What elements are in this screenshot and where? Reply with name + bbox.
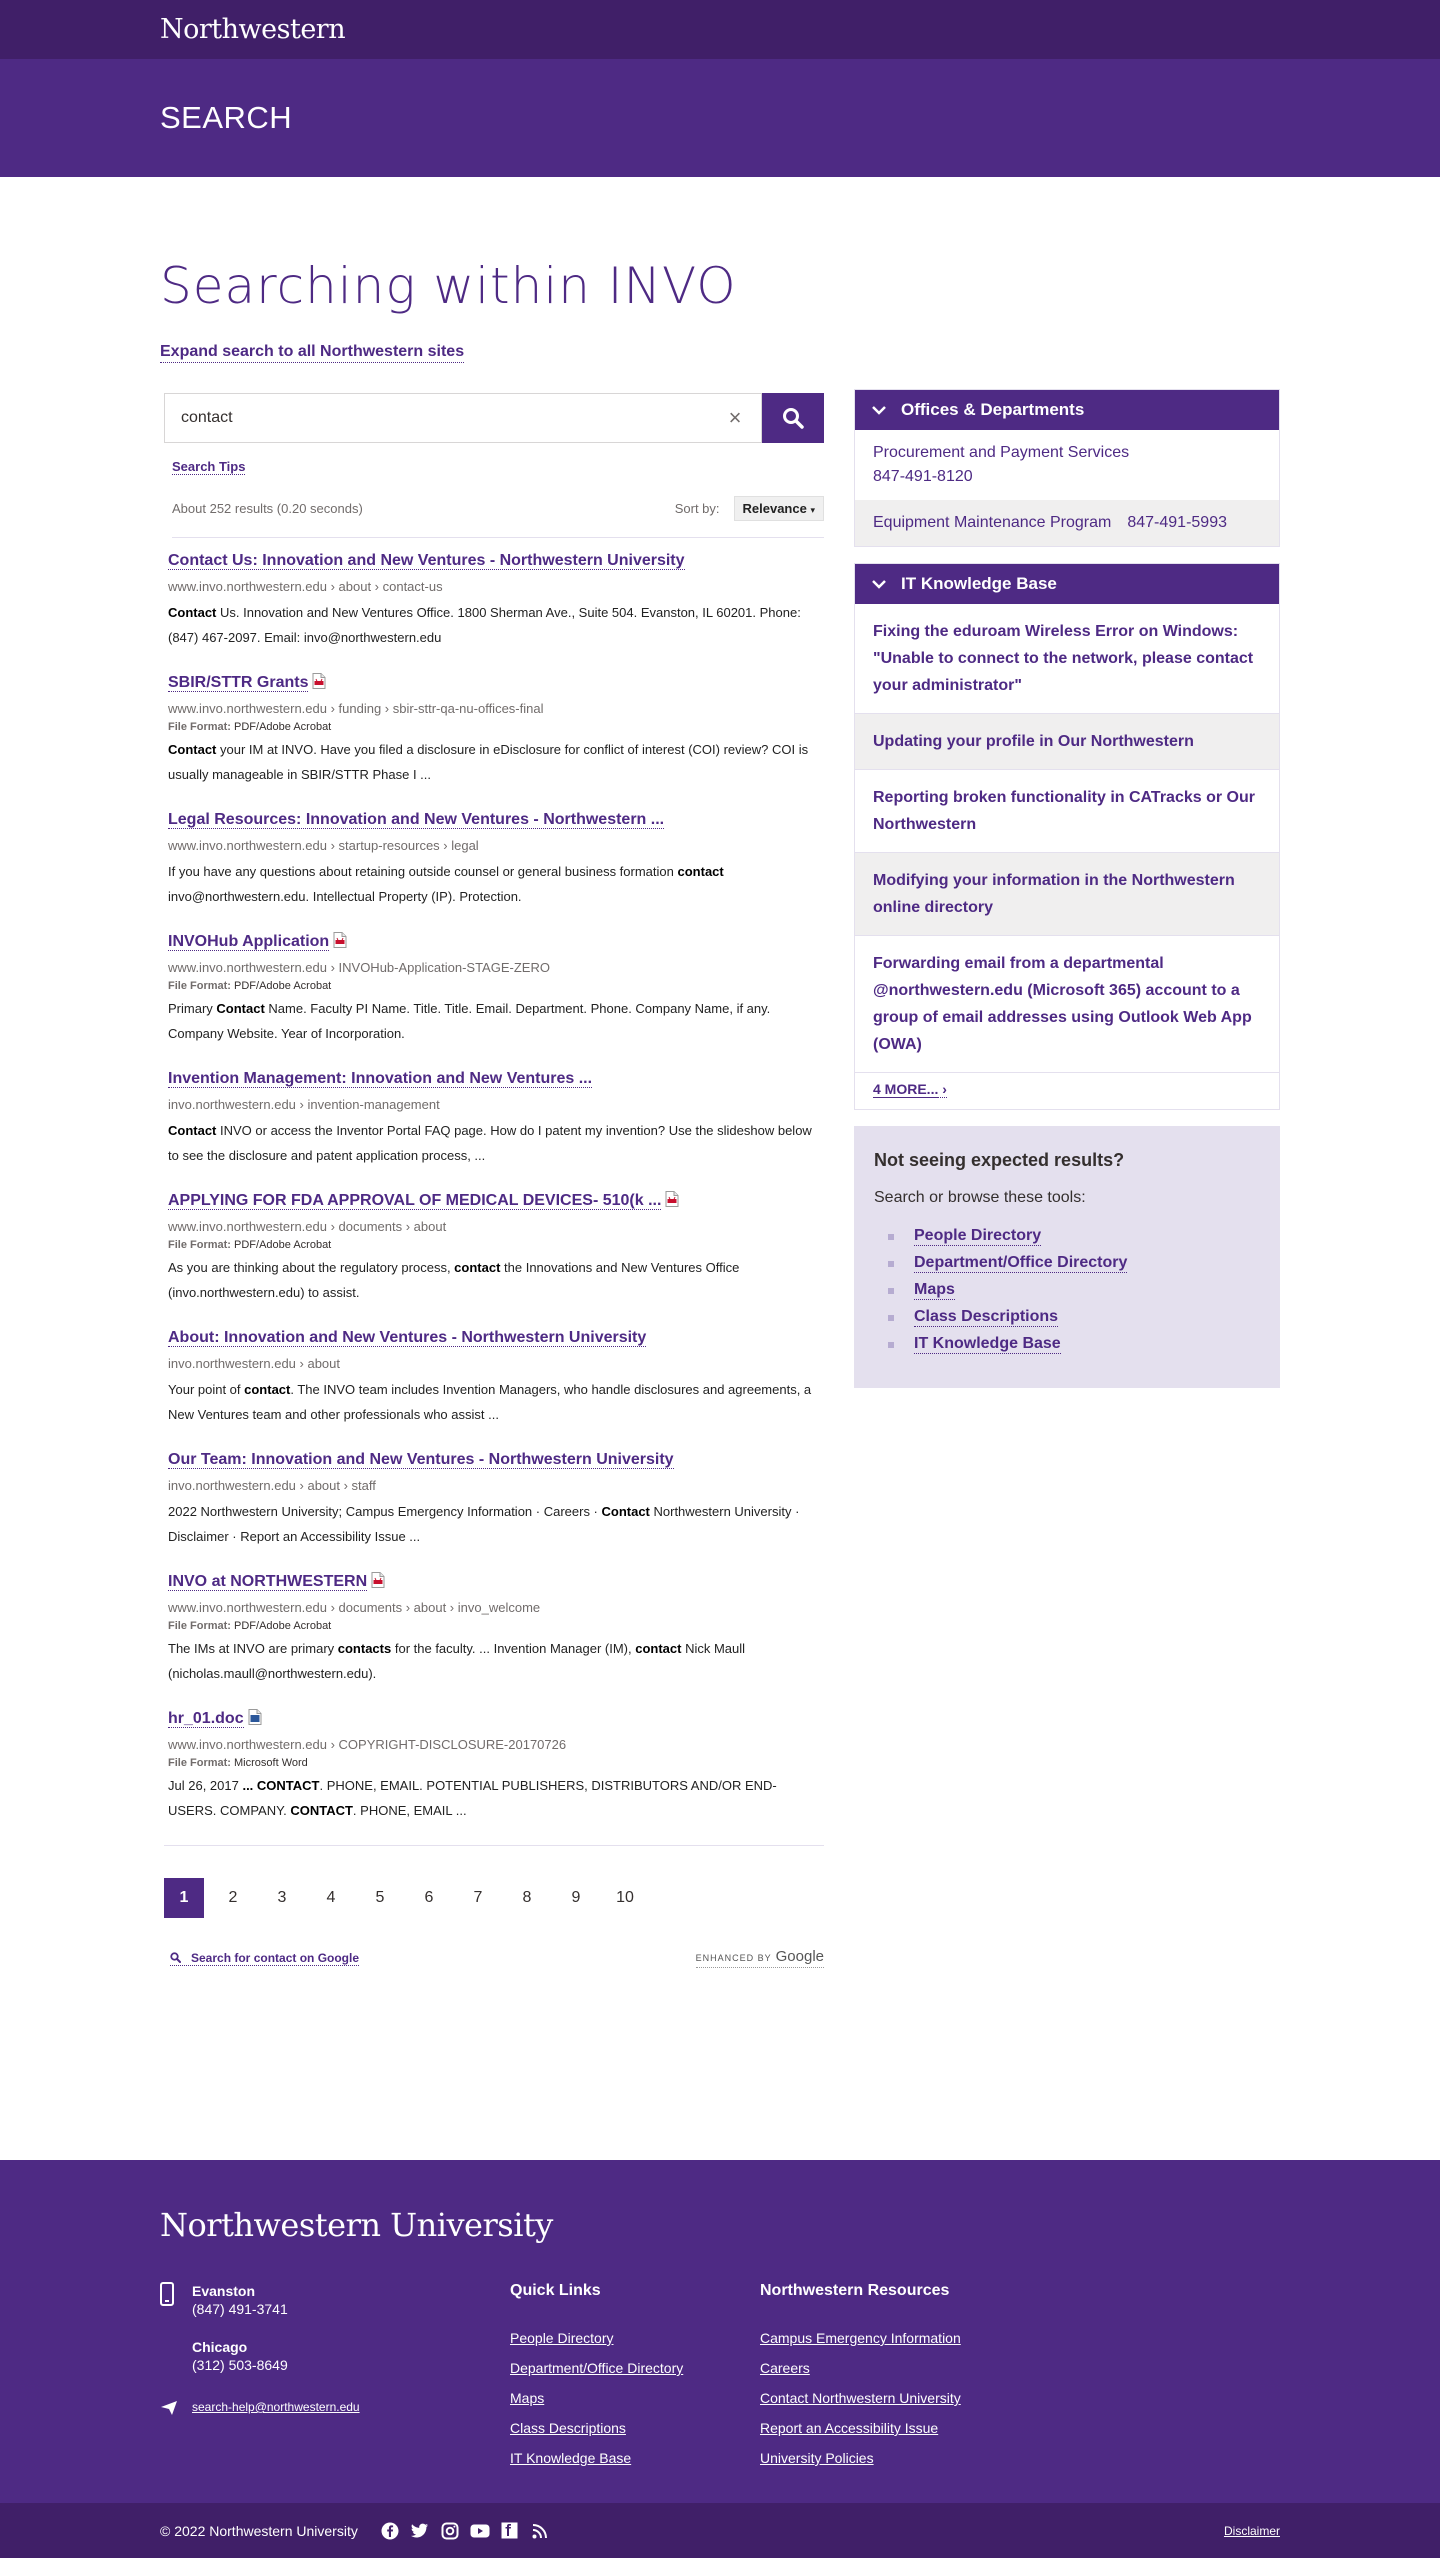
- social-links: [380, 2521, 550, 2541]
- top-bar: [0, 0, 1440, 59]
- page-5[interactable]: 5: [375, 1889, 385, 1906]
- google-search-label: Search for contact on Google: [191, 1950, 360, 1965]
- tool-item: [888, 1281, 1260, 1300]
- result-title-link[interactable]: Invention Management: Innovation and New Ventures ...: [168, 1070, 593, 1087]
- result-snippet: [168, 859, 820, 909]
- youtube-icon[interactable]: [470, 2521, 490, 2541]
- snippet-text: . The INVO team includes Invention Managers, who handle disclosures and agreements, a New Ventures team and other professionals who assist ...: [168, 1382, 812, 1422]
- resource-link[interactable]: University Policies: [760, 2450, 874, 2466]
- snippet-text: . PHONE, EMAIL ...: [352, 1803, 467, 1818]
- divider: [164, 1845, 824, 1846]
- kb-item[interactable]: Fixing the eduroam Wireless Error on Windows: "Unable to connect to the network, please contact your administrator": [873, 623, 1254, 694]
- quick-link[interactable]: Maps: [510, 2390, 545, 2406]
- snippet-text: for the faculty. ... Invention Manager (IM),: [391, 1641, 636, 1656]
- tool-link[interactable]: Class Descriptions: [914, 1308, 1059, 1325]
- snippet-text: INVO or access the Inventor Portal FAQ page. How do I patent my invention? Use the slideshow below to see the disclosure and patent application process, ...: [168, 1123, 812, 1163]
- result-title-row: [168, 1068, 820, 1090]
- tool-link[interactable]: People Directory: [914, 1227, 1042, 1244]
- pagination: [164, 1878, 824, 1918]
- tool-link[interactable]: IT Knowledge Base: [914, 1335, 1061, 1352]
- result-format: [168, 1620, 820, 1632]
- snippet-highlight: Contact: [601, 1504, 650, 1519]
- tool-item: [888, 1308, 1260, 1327]
- email-contact: [160, 2400, 510, 2421]
- enhanced-by-google[interactable]: [696, 1948, 824, 1968]
- pdf-icon: [333, 932, 347, 948]
- snippet-text: The IMs at INVO are primary: [168, 1641, 338, 1656]
- search-input[interactable]: [164, 393, 762, 443]
- snippet-text: Name. Faculty PI Name. Title. Title. Email. Department. Phone. Company Name, if any. Company Website. Year of Incorporation.: [168, 1001, 771, 1041]
- snippet-text: Your point of: [168, 1382, 245, 1397]
- tools-panel: [854, 1126, 1280, 1388]
- quick-link[interactable]: People Directory: [510, 2330, 614, 2346]
- snippet-highlight: contact: [244, 1382, 291, 1397]
- office-item[interactable]: [855, 500, 1279, 546]
- pdf-icon: [312, 673, 326, 689]
- sub-footer: [0, 2503, 1440, 2558]
- snippet-highlight: Contact: [216, 1001, 265, 1016]
- result-url: www.invo.northwestern.edu › about › contact-us: [168, 579, 443, 594]
- result-url: invo.northwestern.edu › about › staff: [168, 1478, 376, 1493]
- search-result: [164, 1449, 824, 1549]
- file-format-value: Microsoft Word: [234, 1757, 308, 1769]
- result-url: invo.northwestern.edu › about: [168, 1356, 340, 1371]
- snippet-text: If you have any questions about retaining outside counsel or general business formation: [168, 864, 678, 879]
- office-name[interactable]: Procurement and Payment Services: [873, 444, 1130, 461]
- snippet-text: the Innovations and New Ventures Office (invo.northwestern.edu) to assist.: [168, 1260, 740, 1300]
- kb-panel: [854, 563, 1280, 1110]
- search-result: [164, 809, 824, 909]
- result-title-link[interactable]: SBIR/STTR Grants: [168, 674, 309, 691]
- snippet-text: Jul 26, 2017: [168, 1778, 243, 1793]
- snippet-text: your IM at INVO. Have you filed a disclosure in eDisclosure for conflict of interest (COI) review? COI is usually manageable in SBIR/STTR Phase I ...: [168, 742, 809, 782]
- page-8[interactable]: 8: [522, 1889, 532, 1906]
- result-title-row: [168, 1327, 820, 1349]
- flickr-icon[interactable]: [500, 2521, 520, 2541]
- search-result: [164, 1708, 824, 1823]
- copyright: © 2022 Northwestern University: [160, 2522, 358, 2539]
- page-10[interactable]: 10: [616, 1889, 634, 1906]
- offices-panel-header[interactable]: [855, 390, 1279, 430]
- search-result: [164, 1068, 824, 1168]
- instagram-icon[interactable]: [440, 2521, 460, 2541]
- office-phone[interactable]: 847-491-5993: [1127, 514, 1227, 531]
- file-format-value: PDF/Adobe Acrobat: [234, 721, 332, 733]
- result-title-row: [168, 672, 820, 694]
- result-title-link[interactable]: APPLYING FOR FDA APPROVAL OF MEDICAL DEVICES- 510(k ...: [168, 1192, 662, 1209]
- chicago-phone: (312) 503-8649: [192, 2357, 288, 2373]
- kb-item[interactable]: Updating your profile in Our Northwestern: [855, 713, 1279, 769]
- result-title-link[interactable]: INVOHub Application: [168, 933, 330, 950]
- result-snippet: [168, 1499, 820, 1549]
- result-title-row: [168, 550, 820, 572]
- chevron-down-icon: [871, 405, 887, 415]
- file-format-value: PDF/Adobe Acrobat: [234, 1620, 332, 1632]
- result-snippet: [168, 1636, 820, 1686]
- search-button[interactable]: [762, 393, 824, 443]
- banner-title: SEARCH: [160, 100, 293, 135]
- search-form: [164, 393, 824, 443]
- resource-link[interactable]: Report an Accessibility Issue: [760, 2420, 939, 2436]
- snippet-text: Northwestern University · Disclaimer · Report an Accessibility Issue ...: [168, 1504, 800, 1544]
- send-icon: [160, 2400, 192, 2421]
- phone-icon: [160, 2282, 192, 2318]
- result-title-row: [168, 1708, 820, 1730]
- file-format-value: PDF/Adobe Acrobat: [234, 980, 332, 992]
- snippet-highlight: CONTACT: [290, 1803, 353, 1818]
- quick-link[interactable]: Class Descriptions: [510, 2420, 626, 2436]
- doc-icon: [248, 1709, 262, 1725]
- clear-icon[interactable]: ×: [728, 405, 742, 430]
- kb-panel-header[interactable]: [855, 564, 1279, 604]
- snippet-highlight: Contact: [168, 1123, 217, 1138]
- enhanced-by-label: ENHANCED BY: [695, 1953, 772, 1963]
- sort-select[interactable]: [734, 496, 824, 521]
- footer: [0, 2160, 1440, 2503]
- tool-item: [888, 1227, 1260, 1246]
- search-result: [164, 1571, 824, 1686]
- chevron-right-icon: ›: [942, 1081, 947, 1097]
- evanston-label: Evanston: [192, 2283, 256, 2299]
- snippet-highlight: contact: [454, 1260, 501, 1275]
- northwestern-logo[interactable]: Northwestern: [160, 14, 346, 45]
- page-title: Searching within INVO: [160, 257, 737, 315]
- snippet-highlight: Contact: [168, 742, 217, 757]
- quick-links-list: [510, 2330, 760, 2466]
- file-format-label: File Format:: [168, 1620, 231, 1632]
- result-format: [168, 1757, 820, 1769]
- pdf-icon: [371, 1572, 385, 1588]
- snippet-highlight: contact: [677, 864, 724, 879]
- expand-search-link[interactable]: Expand search to all Northwestern sites: [160, 343, 464, 363]
- results-footer: [164, 1948, 824, 1968]
- result-title-link[interactable]: hr_01.doc: [168, 1710, 244, 1727]
- sort-control: [675, 496, 824, 521]
- result-snippet: [168, 600, 820, 650]
- sort-value: Relevance: [742, 501, 807, 516]
- result-format: [168, 1239, 820, 1251]
- result-url: www.invo.northwestern.edu › funding › sbir-sttr-qa-nu-offices-final: [168, 701, 544, 716]
- bullet-icon: [888, 1342, 894, 1348]
- search-results-column: [160, 393, 824, 1968]
- footer-logo[interactable]: Northwestern University: [160, 2206, 553, 2244]
- result-title-link[interactable]: Our Team: Innovation and New Ventures - Northwestern University: [168, 1451, 674, 1468]
- kb-item[interactable]: Forwarding email from a departmental @northwestern.edu (Microsoft 365) account to a group of email addresses using Outlook Web App (OWA): [855, 935, 1279, 1072]
- result-title-row: [168, 809, 820, 831]
- snippet-highlight: ... CONTACT: [242, 1778, 320, 1793]
- kb-title: IT Knowledge Base: [901, 574, 1057, 593]
- google-logo: Google: [775, 1948, 824, 1965]
- kb-list: [855, 604, 1279, 1072]
- result-title-row: [168, 1571, 820, 1593]
- result-snippet: [168, 1255, 820, 1305]
- quick-link[interactable]: IT Knowledge Base: [510, 2450, 632, 2466]
- page-7[interactable]: 7: [473, 1889, 483, 1906]
- search-result: [164, 931, 824, 1046]
- disclaimer-link[interactable]: Disclaimer: [1223, 2523, 1280, 2538]
- result-snippet: [168, 1773, 820, 1823]
- page-1[interactable]: 1: [164, 1878, 204, 1918]
- snippet-text: Nick Maull (nicholas.maull@northwestern.edu).: [168, 1641, 746, 1681]
- chevron-down-icon: [871, 579, 887, 589]
- search-icon: [170, 1952, 181, 1963]
- result-snippet: [168, 737, 820, 787]
- result-count: About 252 results (0.20 seconds): [172, 501, 363, 516]
- google-search-link[interactable]: [170, 1951, 359, 1966]
- result-format: [168, 980, 820, 992]
- kb-more-label: 4 MORE...: [873, 1081, 939, 1097]
- chevron-down-icon: ▾: [810, 505, 815, 515]
- tools-list: [874, 1227, 1260, 1354]
- result-info-bar: [172, 496, 824, 538]
- result-title-link[interactable]: About: Innovation and New Ventures - Northwestern University: [168, 1329, 647, 1346]
- office-phone[interactable]: 847-491-8120: [873, 468, 973, 485]
- offices-title: Offices & Departments: [901, 400, 1085, 419]
- result-url: invo.northwestern.edu › invention-management: [168, 1097, 440, 1112]
- file-format-label: File Format:: [168, 1757, 231, 1769]
- kb-item[interactable]: Reporting broken functionality in CATracks or Our Northwestern: [855, 769, 1279, 852]
- resource-link[interactable]: Contact Northwestern University: [760, 2390, 961, 2406]
- rss-icon[interactable]: [530, 2521, 550, 2541]
- resources-title: Northwestern Resources: [760, 2282, 950, 2299]
- resource-link[interactable]: Careers: [760, 2360, 810, 2376]
- evanston-phone: (847) 491-3741: [192, 2301, 288, 2317]
- chicago-contact: [160, 2338, 510, 2374]
- page-9[interactable]: 9: [571, 1889, 581, 1906]
- snippet-text: . PHONE, EMAIL. POTENTIAL PUBLISHERS, DISTRIBUTORS AND/OR END-USERS. COMPANY.: [168, 1778, 777, 1818]
- result-title-row: [168, 1190, 820, 1212]
- snippet-text: Us. Innovation and New Ventures Office. 1800 Sherman Ave., Suite 504. Evanston, IL 60201. Phone: (847) 467-2097. Email: invo@northwestern.edu: [168, 605, 801, 645]
- quick-link[interactable]: Department/Office Directory: [510, 2360, 684, 2376]
- search-icon: [782, 407, 804, 429]
- search-result: [164, 672, 824, 787]
- bullet-icon: [888, 1288, 894, 1294]
- email-link[interactable]: search-help@northwestern.edu: [192, 2400, 360, 2414]
- result-title-row: [168, 1449, 820, 1471]
- snippet-text: Primary: [168, 1001, 217, 1016]
- hero-banner: [0, 59, 1440, 177]
- main-content: [0, 177, 1440, 1968]
- quick-links: [510, 2282, 760, 2480]
- twitter-icon[interactable]: [410, 2521, 430, 2541]
- kb-more-link[interactable]: [873, 1081, 947, 1098]
- file-format-value: PDF/Adobe Acrobat: [234, 1239, 332, 1251]
- result-format: [168, 721, 820, 733]
- page-2[interactable]: 2: [228, 1889, 238, 1906]
- resource-link[interactable]: Campus Emergency Information: [760, 2330, 961, 2346]
- result-snippet: [168, 996, 820, 1046]
- offices-panel: [854, 389, 1280, 547]
- bullet-icon: [888, 1234, 894, 1240]
- result-title-link[interactable]: Legal Resources: Innovation and New Ventures - Northwestern ...: [168, 811, 665, 828]
- result-url: www.invo.northwestern.edu › startup-resources › legal: [168, 838, 479, 853]
- chicago-label: Chicago: [192, 2339, 248, 2355]
- tool-link[interactable]: Department/Office Directory: [914, 1254, 1128, 1271]
- search-input-value[interactable]: contact: [181, 409, 233, 426]
- evanston-contact: [160, 2282, 510, 2318]
- file-format-label: File Format:: [168, 721, 231, 733]
- bullet-icon: [888, 1261, 894, 1267]
- search-result: [164, 1327, 824, 1427]
- sidebar: [854, 389, 1280, 1968]
- page-6[interactable]: 6: [424, 1889, 434, 1906]
- result-snippet: [168, 1377, 820, 1427]
- search-result: [164, 550, 824, 650]
- search-tips-link[interactable]: Search Tips: [172, 459, 246, 474]
- facebook-icon[interactable]: [380, 2521, 400, 2541]
- tools-title: Not seeing expected results?: [874, 1150, 1125, 1170]
- result-url: www.invo.northwestern.edu › INVOHub-Application-STAGE-ZERO: [168, 960, 550, 975]
- page-3[interactable]: 3: [277, 1889, 287, 1906]
- quick-links-title: Quick Links: [510, 2282, 601, 2299]
- result-title-row: [168, 931, 820, 953]
- result-url: www.invo.northwestern.edu › documents › about: [168, 1219, 447, 1234]
- kb-item[interactable]: Modifying your information in the Northwestern online directory: [855, 852, 1279, 935]
- results-list: [164, 550, 824, 1823]
- tools-intro: Search or browse these tools:: [874, 1189, 1086, 1206]
- resources-list: [760, 2330, 961, 2466]
- snippet-highlight: contacts: [337, 1641, 392, 1656]
- file-format-label: File Format:: [168, 1239, 231, 1251]
- tool-item: [888, 1335, 1260, 1354]
- page-4[interactable]: 4: [326, 1889, 336, 1906]
- file-format-label: File Format:: [168, 980, 231, 992]
- result-url: www.invo.northwestern.edu › documents › about › invo_welcome: [168, 1600, 541, 1615]
- snippet-text: invo@northwestern.edu. Intellectual Property (IP). Protection.: [168, 889, 522, 904]
- result-url: www.invo.northwestern.edu › COPYRIGHT-DISCLOSURE-20170726: [168, 1737, 567, 1752]
- snippet-text: 2022 Northwestern University; Campus Emergency Information · Careers ·: [168, 1504, 602, 1519]
- tool-item: [888, 1254, 1260, 1273]
- snippet-highlight: Contact: [168, 605, 217, 620]
- footer-contact: [160, 2282, 510, 2480]
- tool-link[interactable]: Maps: [914, 1281, 955, 1298]
- result-title-link[interactable]: Contact Us: Innovation and New Ventures - Northwestern University: [168, 552, 685, 569]
- bullet-icon: [888, 1315, 894, 1321]
- nu-resources: [760, 2282, 961, 2480]
- sort-label: Sort by:: [674, 501, 720, 516]
- result-title-link[interactable]: INVO at NORTHWESTERN: [168, 1573, 368, 1590]
- search-result: [164, 1190, 824, 1305]
- snippet-highlight: contact: [635, 1641, 682, 1656]
- snippet-text: As you are thinking about the regulatory process,: [168, 1260, 455, 1275]
- pdf-icon: [665, 1191, 679, 1207]
- kb-more[interactable]: [855, 1072, 1279, 1109]
- office-name[interactable]: Equipment Maintenance Program: [873, 514, 1112, 531]
- office-item[interactable]: [855, 430, 1279, 500]
- result-snippet: [168, 1118, 820, 1168]
